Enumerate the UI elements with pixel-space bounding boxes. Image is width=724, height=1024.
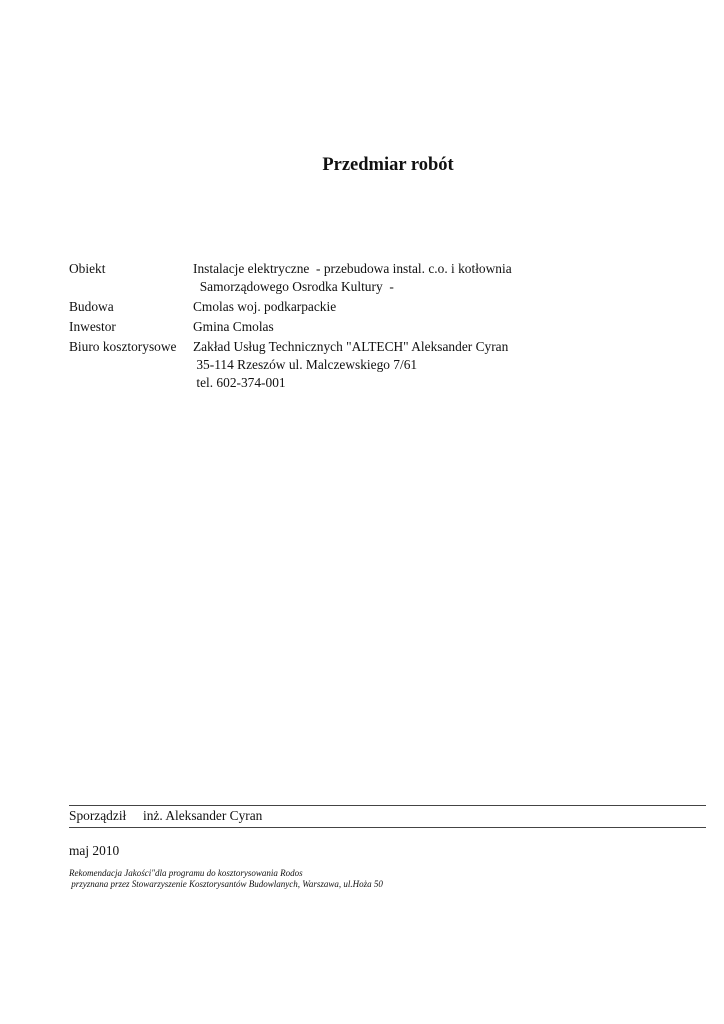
signature-top-divider [69,805,706,806]
info-row-inwestor [69,318,512,336]
signature-bottom-divider [69,827,706,828]
info-row-budowa [69,298,512,316]
info-row-obiekt [69,260,512,296]
signature-label: Sporządził [69,808,127,823]
inwestor-value-line: Gmina Cmolas [193,319,274,334]
budowa-value-line: Cmolas woj. podkarpackie [193,299,337,314]
inwestor-label: Inwestor [69,319,116,334]
footer-line: przyznana przez Stowarzyszenie Kosztorysantów Budowlanych, Warszawa, ul.Hoża 50 [69,879,383,889]
footer-line: Rekomendacja Jakości"dla programu do kosztorysowania Rodos [69,868,303,878]
budowa-value [193,298,336,316]
signature-name: inż. Aleksander Cyran [143,808,263,823]
footer-note [69,868,383,890]
obiekt-value-line: Instalacje elektryczne - przebudowa instal. c.o. i kotłownia [193,261,512,276]
biuro-value-line: 35-114 Rzeszów ul. Malczewskiego 7/61 [193,357,418,372]
signature-block [69,808,262,824]
obiekt-value-line: Samorządowego Osrodka Kultury - [193,279,394,294]
budowa-label: Budowa [69,299,114,314]
document-title: Przedmiar robót [322,155,454,175]
project-info [69,260,512,394]
obiekt-label: Obiekt [69,261,106,276]
document-date: maj 2010 [69,843,120,858]
biuro-value-line: tel. 602-374-001 [193,375,286,390]
inwestor-value [193,318,274,336]
biuro-label: Biuro kosztorysowe [69,339,177,354]
biuro-value-line: Zakład Usług Technicznych "ALTECH" Aleksander Cyran [193,339,509,354]
obiekt-value [193,260,512,296]
info-row-biuro [69,338,512,392]
biuro-value [193,338,508,392]
